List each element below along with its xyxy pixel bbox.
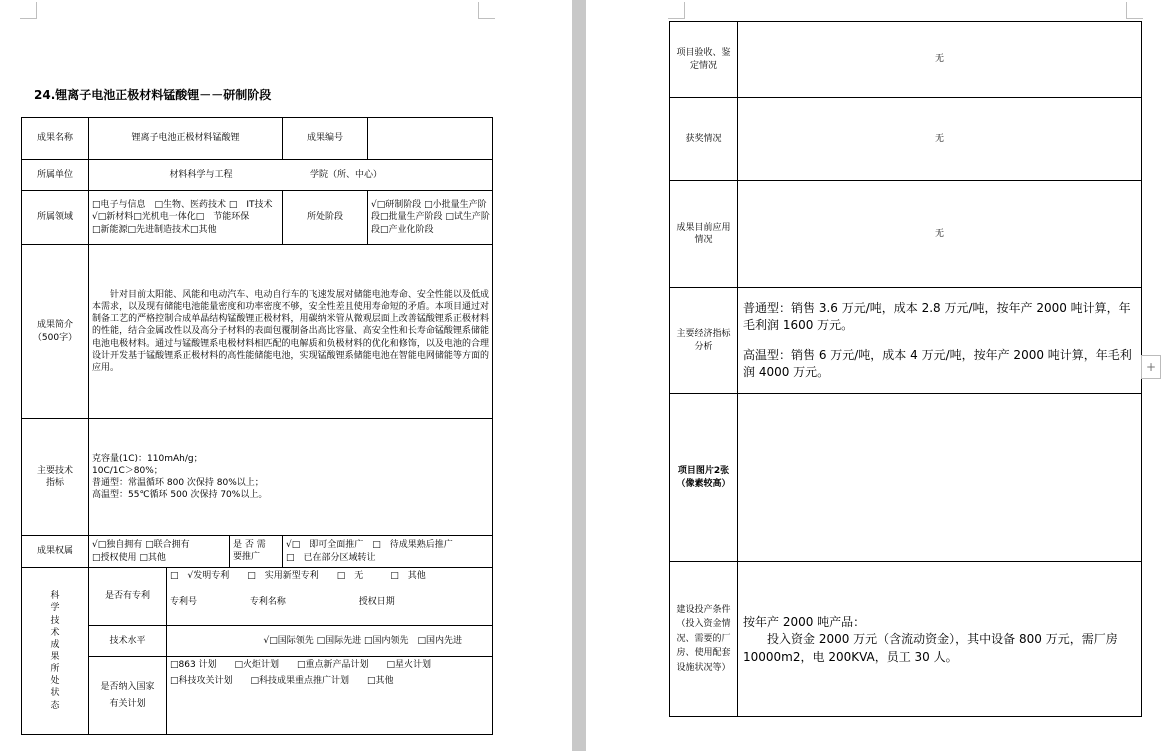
stage-options bbox=[368, 191, 493, 245]
crop-mark bbox=[478, 2, 495, 19]
award-value: 无 bbox=[738, 98, 1142, 181]
tech-line: 普通型：常温循环 800 次保持 80%以上； bbox=[92, 478, 264, 488]
patent-no-label: 专利号 bbox=[170, 597, 198, 608]
status-label: 科 学 技 术 成 果 所 处 状 态 bbox=[22, 568, 89, 735]
conditions-value bbox=[738, 562, 1142, 717]
stage-option-line: 段□产业化阶段 bbox=[371, 224, 434, 235]
intro-text: 针对目前太阳能、风能和电动汽车、电动自行车的飞速发展对储能电池寿命、安全性能以及低成本需求，以及现有储能电池能量密度和功率密度不够，安全性差且使用寿命短的矛盾。本项目通过对制备工艺的严格控制合成单晶结构锰酸锂正极材料，用碳纳米管从微观层面上改善锰酸锂系正极材料的性能，结合金属改性以及高分子材料的表面包覆制备出高比容量、高安全性和长寿命锰酸锂系储能电池电极材料。通过与锰酸锂系电极材料相匹配的电解质和负极材料的优化和修饰，以及电池的合理设计开发基于锰酸锂系正极材料的高性能储能电池，实现锰酸锂系储能电池在智能电网储能等方面的应用。 bbox=[89, 245, 493, 419]
intro-label: 成果简介 （500字） bbox=[22, 245, 89, 419]
unit-label: 所属单位 bbox=[22, 160, 89, 191]
award-label: 获奖情况 bbox=[670, 98, 738, 181]
field-label: 所属领域 bbox=[22, 191, 89, 245]
conditions-line: 投入资金 2000 万元（含流动资金），其中设备 800 万元，需厂房 10000m2，电 200KVA，员工 30 人。 bbox=[743, 632, 1118, 664]
conditions-line: 按年产 2000 吨产品： bbox=[743, 615, 866, 629]
application-value: 无 bbox=[738, 181, 1142, 288]
plan-line: □科技攻关计划 □科技成果重点推广计划 □其他 bbox=[170, 676, 394, 687]
add-page-button[interactable]: + bbox=[1141, 355, 1161, 379]
field-option-line: √□新材料□光机电一体化□ 节能环保 bbox=[92, 212, 250, 223]
crop-mark bbox=[668, 2, 685, 19]
result-name-label: 成果名称 bbox=[22, 118, 89, 160]
patent-subheaders bbox=[170, 596, 489, 608]
stage-option-line: 段□批量生产阶段 □试生产阶 bbox=[371, 212, 490, 223]
ownership-line: □授权使用 □其他 bbox=[92, 552, 166, 563]
page-divider bbox=[572, 0, 586, 751]
field-option-line: □新能源□先进制造技术□其他 bbox=[92, 224, 217, 235]
field-options bbox=[89, 191, 283, 245]
promote-label: 是 否 需 要推广 bbox=[230, 536, 283, 568]
patent-label: 是否有专利 bbox=[89, 568, 167, 626]
level-label: 技术水平 bbox=[89, 626, 167, 657]
conditions-label: 建设投产条件 （投入资金情况、需要的厂房、使用配套设施状况等） bbox=[670, 562, 738, 717]
result-name-value: 锂离子电池正极材料锰酸锂 bbox=[89, 118, 283, 160]
patent-cell bbox=[167, 568, 493, 626]
result-no-value bbox=[368, 118, 493, 160]
unit-value: 材料科学与工程 bbox=[169, 169, 233, 180]
application-label: 成果目前应用情况 bbox=[670, 181, 738, 288]
patent-options: □ √发明专利 □ 实用新型专利 □ 无 □ 其他 bbox=[170, 571, 426, 581]
crop-mark bbox=[1126, 2, 1143, 19]
patent-date-label: 授权日期 bbox=[358, 597, 395, 608]
econ-label: 主要经济指标分析 bbox=[670, 288, 738, 394]
plan-options bbox=[167, 657, 493, 735]
econ-analysis bbox=[738, 288, 1142, 394]
tech-line: 克容量(1C)：110mAh/g； bbox=[92, 453, 203, 464]
unit-cell bbox=[89, 160, 493, 191]
stage-label: 所处阶段 bbox=[283, 191, 368, 245]
stage-option-line: √□研制阶段 □小批量生产阶 bbox=[371, 200, 487, 211]
tech-line: 10C/1C＞80%； bbox=[92, 465, 163, 476]
tech-label: 主要技术 指标 bbox=[22, 419, 89, 536]
pictures-label: 项目图片2张 （像素较高） bbox=[670, 394, 738, 562]
acceptance-value: 无 bbox=[738, 22, 1142, 98]
pictures-value bbox=[738, 394, 1142, 562]
ownership-label: 成果权属 bbox=[22, 536, 89, 568]
result-no-label: 成果编号 bbox=[283, 118, 368, 160]
ownership-line: √□独自拥有 □联合拥有 bbox=[92, 540, 190, 551]
promote-options bbox=[283, 536, 493, 568]
crop-mark bbox=[20, 2, 37, 19]
econ-paragraph: 高温型：销售 6 万元/吨，成本 4 万元/吨，按年产 2000 吨计算，年毛利润 4000 万元。 bbox=[743, 347, 1132, 379]
ownership-options bbox=[89, 536, 230, 568]
project-detail-table bbox=[669, 21, 1142, 717]
patent-name-label: 专利名称 bbox=[249, 597, 286, 608]
section-heading: 24.锂离子电池正极材料锰酸锂－－研制阶段 bbox=[34, 88, 272, 102]
tech-indicators bbox=[89, 419, 493, 536]
promote-line: √□ 即可全面推广 □ 待成果熟后推广 bbox=[286, 540, 453, 551]
level-options: √□国际领先 □国际先进 □国内领先 □国内先进 bbox=[167, 626, 493, 657]
result-info-table bbox=[21, 117, 493, 735]
econ-paragraph: 普通型：销售 3.6 万元/吨，成本 2.8 万元/吨，按年产 2000 吨计算，年毛利润 1600 万元。 bbox=[743, 300, 1131, 333]
plan-line: □863 计划 □火炬计划 □重点新产品计划 □星火计划 bbox=[170, 660, 432, 670]
plan-label: 是否纳入国家 有关计划 bbox=[89, 657, 167, 735]
field-option-line: □电子与信息 □生物、医药技术 □ IT技术 bbox=[92, 200, 273, 211]
tech-line: 高温型：55℃循环 500 次保持 70%以上。 bbox=[92, 490, 268, 501]
promote-line: □ 已在部分区域转让 bbox=[286, 552, 376, 563]
acceptance-label: 项目验收、鉴定情况 bbox=[670, 22, 738, 98]
unit-suffix: 学院（所、中心） bbox=[310, 169, 383, 180]
